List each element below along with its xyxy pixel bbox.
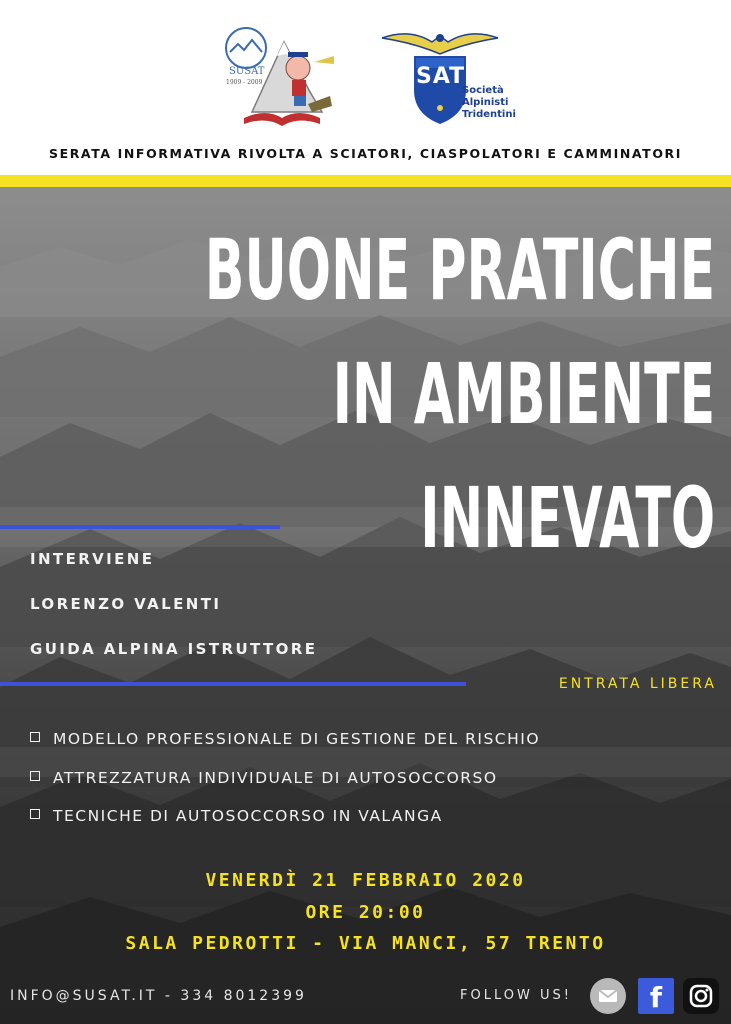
- checkbox-icon: [30, 732, 40, 742]
- list-item: [30, 807, 540, 846]
- topic-text: MODELLO PROFESSIONALE DI GESTIONE DEL RISCHIO: [53, 730, 541, 748]
- event-venue: SALA PEDROTTI - VIA MANCI, 57 TRENTO: [125, 933, 606, 954]
- header: [0, 0, 731, 175]
- speaker-role: GUIDA ALPINA ISTRUTTORE: [30, 640, 318, 658]
- sat-name: [462, 85, 516, 121]
- topics-list: [30, 730, 540, 846]
- event-time: ORE 20:00: [305, 902, 426, 923]
- topic-text: TECNICHE DI AUTOSOCCORSO IN VALANGA: [53, 807, 443, 825]
- sat-name-line: Società: [462, 85, 504, 96]
- free-entry-label: ENTRATA LIBERA: [558, 676, 717, 692]
- mail-icon[interactable]: [590, 978, 626, 1014]
- susat-logo-years: 1909 - 2009: [226, 79, 263, 86]
- sat-name-line: Tridentini: [462, 109, 516, 120]
- follow-us-label: FOLLOW US!: [460, 988, 572, 1003]
- checkbox-icon: [30, 809, 40, 819]
- topic-text: ATTREZZATURA INDIVIDUALE DI AUTOSOCCORSO: [53, 768, 498, 787]
- yellow-divider: [0, 175, 731, 187]
- facebook-icon[interactable]: f: [638, 978, 674, 1014]
- contact-info[interactable]: INFO@SUSAT.IT - 334 8012399: [10, 988, 307, 1004]
- event-date: VENERDÌ 21 FEBBRAIO 2020: [205, 870, 526, 891]
- sat-name-line: Alpinisti: [462, 97, 509, 108]
- title-line: INNEVATO: [420, 469, 715, 567]
- blue-divider-top: [0, 525, 280, 529]
- instagram-icon[interactable]: [683, 978, 719, 1014]
- susat-logo-text: SUSAT: [229, 66, 265, 77]
- event-title: [205, 208, 715, 580]
- title-line: IN AMBIENTE: [332, 345, 715, 443]
- subtitle: SERATA INFORMATIVA RIVOLTA A SCIATORI, CIASPOLATORI E CAMMINATORI: [48, 146, 683, 161]
- blue-divider-bottom: [0, 682, 466, 686]
- title-line: BUONE PRATICHE: [204, 221, 715, 319]
- sat-logo-text: SAT: [416, 64, 466, 89]
- speaker-intro: INTERVIENE: [30, 550, 155, 568]
- list-item: [30, 730, 540, 769]
- checkbox-icon: [30, 771, 40, 781]
- speaker-name: LORENZO VALENTI: [30, 595, 222, 613]
- list-item: [30, 769, 540, 808]
